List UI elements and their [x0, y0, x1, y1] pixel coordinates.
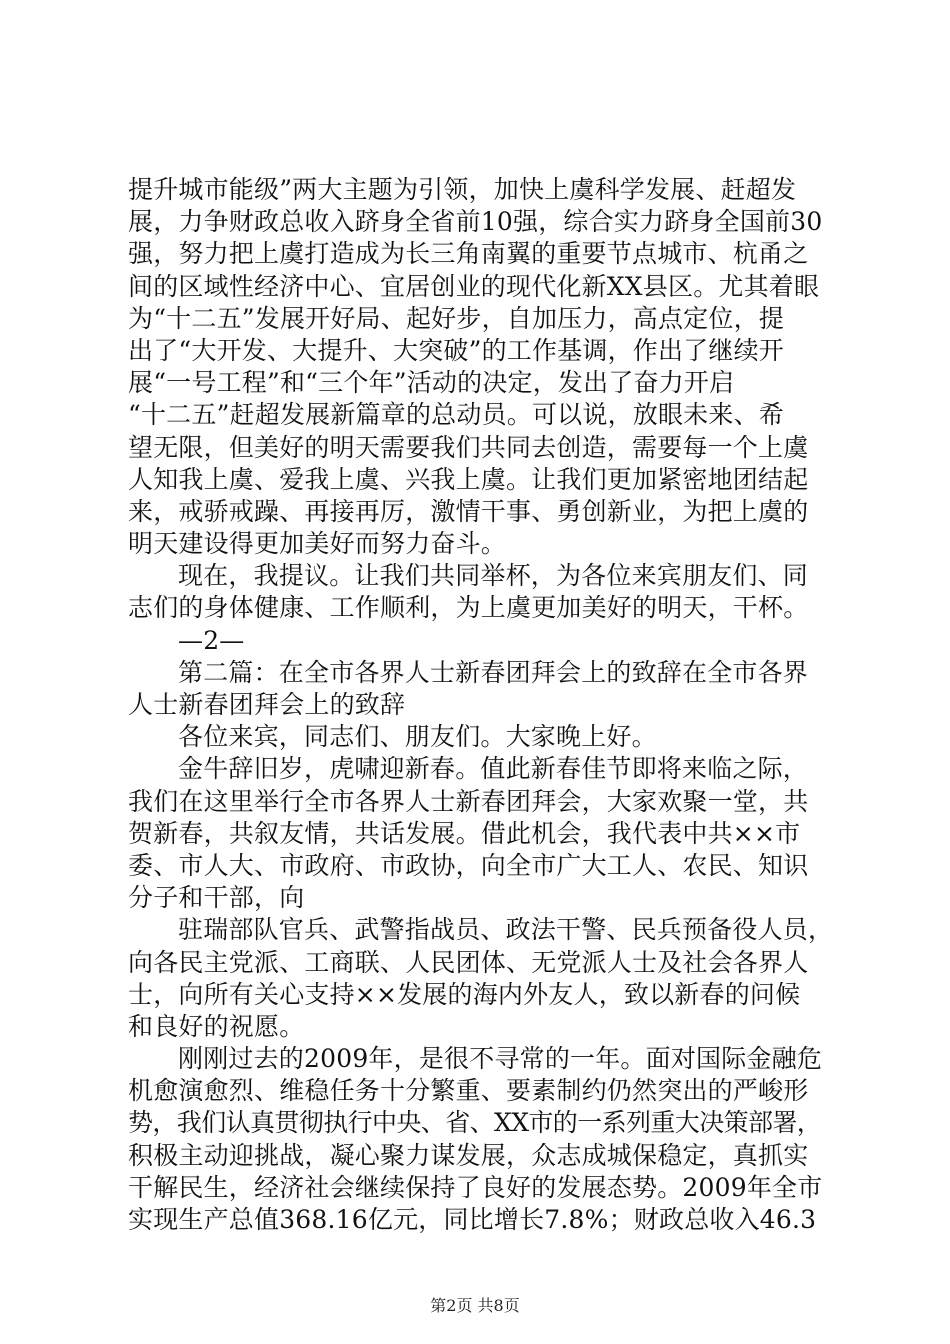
- text-line: 出了“大开发、大提升、大突破”的工作基调，作出了继续开: [128, 335, 784, 365]
- text-line: 实现生产总值368.16亿元，同比增长7.8%；财政总收入46.3: [128, 1205, 817, 1234]
- document-body: [128, 174, 832, 1236]
- text-line: 刚刚过去的2009年，是很不寻常的一年。面对国际金融危: [178, 1044, 823, 1074]
- text-line: 我们在这里举行全市各界人士新春团拜会，大家欢聚一堂，共: [128, 786, 809, 816]
- text-line: 人士新春团拜会上的致辞: [128, 690, 406, 719]
- text-line: 贺新春，共叙友情，共话发展。借此机会，我代表中共××市: [128, 818, 801, 848]
- text-line: 来，戒骄戒躁、再接再厉，激情干事、勇创新业，为把上虞的: [128, 496, 809, 526]
- text-line: 明天建设得更加美好而努力奋斗。: [128, 529, 507, 559]
- text-line: 干解民生，经济社会继续保持了良好的发展态势。2009年全市: [128, 1172, 823, 1202]
- text-line: 委、市人大、市政府、市政协，向全市广大工人、农民、知识: [128, 850, 809, 880]
- text-line: 现在，我提议。让我们共同举杯，为各位来宾朋友们、同: [178, 561, 809, 591]
- text-line: 提升城市能级”两大主题为引领，加快上虞科学发展、赶超发: [128, 175, 797, 204]
- text-line: 展“一号工程”和“三个年”活动的决定，发出了奋力开启: [128, 368, 735, 398]
- text-line: 机愈演愈烈、维稳任务十分繁重、要素制约仍然突出的严峻形: [128, 1076, 809, 1106]
- text-line: 驻瑞部队官兵、武警指战员、政法干警、民兵预备役人员，: [178, 915, 834, 945]
- text-line: “十二五”赶超发展新篇章的总动员。可以说，放眼未来、希: [128, 400, 784, 430]
- text-line: 向各民主党派、工商联、人民团体、无党派人士及社会各界人: [128, 947, 809, 977]
- page-footer: 第2页 共8页: [430, 1296, 520, 1315]
- text-line: 为“十二五”发展开好局、起好步，自加压力，高点定位，提: [128, 303, 784, 333]
- text-line: 展，力争财政总收入跻身全省前10强，综合实力跻身全国前30: [128, 207, 823, 237]
- text-line: 士，向所有关心支持××发展的海内外友人，致以新春的问候: [128, 979, 801, 1009]
- text-line: 第二篇：在全市各界人士新春团拜会上的致辞在全市各界: [178, 657, 809, 687]
- text-line: 各位来宾，同志们、朋友们。大家晚上好。: [178, 722, 657, 752]
- text-line: 势，我们认真贯彻执行中央、省、XX市的一系列重大决策部署，: [128, 1108, 822, 1138]
- text-line: 金牛辞旧岁，虎啸迎新春。值此新春佳节即将来临之际，: [178, 754, 809, 784]
- text-line: 和良好的祝愿。: [128, 1011, 305, 1041]
- text-line: —2—: [178, 625, 245, 655]
- text-line: 人知我上虞、爱我上虞、兴我上虞。让我们更加紧密地团结起: [128, 464, 809, 494]
- text-line: 分子和干部，向: [128, 883, 305, 913]
- text-line: 积极主动迎挑战，凝心聚力谋发展，众志成城保稳定，真抓实: [128, 1140, 809, 1170]
- text-line: 志们的身体健康、工作顺利，为上虞更加美好的明天，干杯。: [128, 593, 809, 623]
- text-line: 强，努力把上虞打造成为长三角南翼的重要节点城市、杭甬之: [128, 239, 809, 269]
- text-line: 间的区域性经济中心、宜居创业的现代化新XX县区。尤其着眼: [128, 271, 820, 301]
- text-line: 望无限，但美好的明天需要我们共同去创造，需要每一个上虞: [128, 432, 809, 462]
